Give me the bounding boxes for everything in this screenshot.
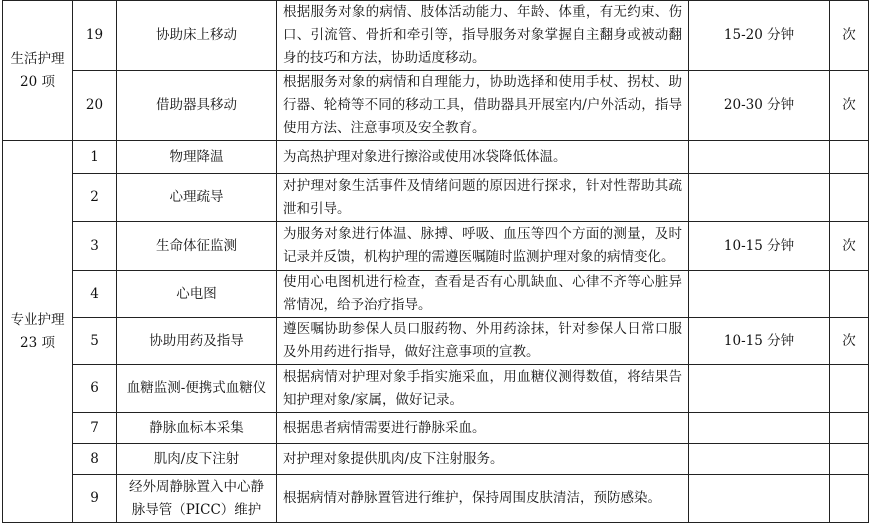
table-row bbox=[3, 71, 869, 141]
item-duration bbox=[689, 444, 830, 475]
item-description: 根据服务对象的病情、肢体活动能力、年龄、体重，有无约束、伤口、引流管、骨折和牵引等，指导服务对象掌握自主翻身或被动翻身的技巧和方法，协助适度移动。 bbox=[277, 1, 689, 71]
item-number: 2 bbox=[73, 174, 117, 222]
item-name: 物理降温 bbox=[117, 141, 277, 174]
item-duration bbox=[689, 141, 830, 174]
item-name: 生命体征监测 bbox=[117, 222, 277, 271]
item-number: 20 bbox=[73, 71, 117, 141]
item-number: 6 bbox=[73, 365, 117, 413]
item-duration: 10-15 分钟 bbox=[689, 222, 830, 271]
item-duration bbox=[689, 365, 830, 413]
category-cell: 专业护理 23 项 bbox=[3, 141, 73, 523]
item-unit bbox=[830, 271, 869, 318]
item-number: 1 bbox=[73, 141, 117, 174]
table-row bbox=[3, 318, 869, 365]
item-unit bbox=[830, 365, 869, 413]
item-unit: 次 bbox=[830, 1, 869, 71]
item-description: 根据患者病情需要进行静脉采血。 bbox=[277, 413, 689, 444]
item-unit bbox=[830, 475, 869, 523]
item-description: 遵医嘱协助参保人员口服药物、外用药涂抹，针对参保人日常口服及外用药进行指导，做好注意事项的宣教。 bbox=[277, 318, 689, 365]
table-row bbox=[3, 174, 869, 222]
item-unit bbox=[830, 413, 869, 444]
item-description: 为服务对象进行体温、脉搏、呼吸、血压等四个方面的测量，及时记录并反馈，机构护理的需遵医嘱随时监测护理对象的病情变化。 bbox=[277, 222, 689, 271]
item-name: 心电图 bbox=[117, 271, 277, 318]
table-row bbox=[3, 222, 869, 271]
item-unit: 次 bbox=[830, 222, 869, 271]
item-description: 使用心电图机进行检查，查看是否有心肌缺血、心律不齐等心脏异常情况，给予治疗指导。 bbox=[277, 271, 689, 318]
table-row bbox=[3, 365, 869, 413]
item-duration: 20-30 分钟 bbox=[689, 71, 830, 141]
item-number: 4 bbox=[73, 271, 117, 318]
item-name: 静脉血标本采集 bbox=[117, 413, 277, 444]
item-duration: 10-15 分钟 bbox=[689, 318, 830, 365]
item-unit bbox=[830, 174, 869, 222]
item-number: 19 bbox=[73, 1, 117, 71]
item-description: 根据病情对护理对象手指实施采血，用血糖仪测得数值，将结果告知护理对象/家属，做好记录。 bbox=[277, 365, 689, 413]
item-duration bbox=[689, 413, 830, 444]
item-unit bbox=[830, 141, 869, 174]
item-name: 血糖监测-便携式血糖仪 bbox=[117, 365, 277, 413]
item-unit: 次 bbox=[830, 71, 869, 141]
item-number: 5 bbox=[73, 318, 117, 365]
item-number: 9 bbox=[73, 475, 117, 523]
item-description: 对护理对象生活事件及情绪问题的原因进行探求，针对性帮助其疏泄和引导。 bbox=[277, 174, 689, 222]
item-unit bbox=[830, 444, 869, 475]
item-description: 根据病情对静脉置管进行维护，保持周围皮肤清洁，预防感染。 bbox=[277, 475, 689, 523]
item-name: 经外周静脉置入中心静脉导管（PICC）维护 bbox=[117, 475, 277, 523]
item-description: 对护理对象提供肌肉/皮下注射服务。 bbox=[277, 444, 689, 475]
item-name: 肌肉/皮下注射 bbox=[117, 444, 277, 475]
item-number: 8 bbox=[73, 444, 117, 475]
item-name: 借助器具移动 bbox=[117, 71, 277, 141]
item-duration bbox=[689, 174, 830, 222]
item-name: 心理疏导 bbox=[117, 174, 277, 222]
table-row bbox=[3, 475, 869, 523]
item-number: 3 bbox=[73, 222, 117, 271]
table-row bbox=[3, 413, 869, 444]
table-row bbox=[3, 1, 869, 71]
item-description: 为高热护理对象进行擦浴或使用冰袋降低体温。 bbox=[277, 141, 689, 174]
item-name: 协助床上移动 bbox=[117, 1, 277, 71]
item-description: 根据服务对象的病情和自理能力，协助选择和使用手杖、拐杖、助行器、轮椅等不同的移动工具，借助器具开展室内/户外活动，指导使用方法、注意事项及安全教育。 bbox=[277, 71, 689, 141]
table-row bbox=[3, 444, 869, 475]
item-duration: 15-20 分钟 bbox=[689, 1, 830, 71]
item-name: 协助用药及指导 bbox=[117, 318, 277, 365]
item-number: 7 bbox=[73, 413, 117, 444]
care-items-table bbox=[2, 0, 869, 523]
item-duration bbox=[689, 475, 830, 523]
table-row bbox=[3, 141, 869, 174]
item-duration bbox=[689, 271, 830, 318]
category-cell: 生活护理 20 项 bbox=[3, 1, 73, 141]
table-row bbox=[3, 271, 869, 318]
item-unit: 次 bbox=[830, 318, 869, 365]
